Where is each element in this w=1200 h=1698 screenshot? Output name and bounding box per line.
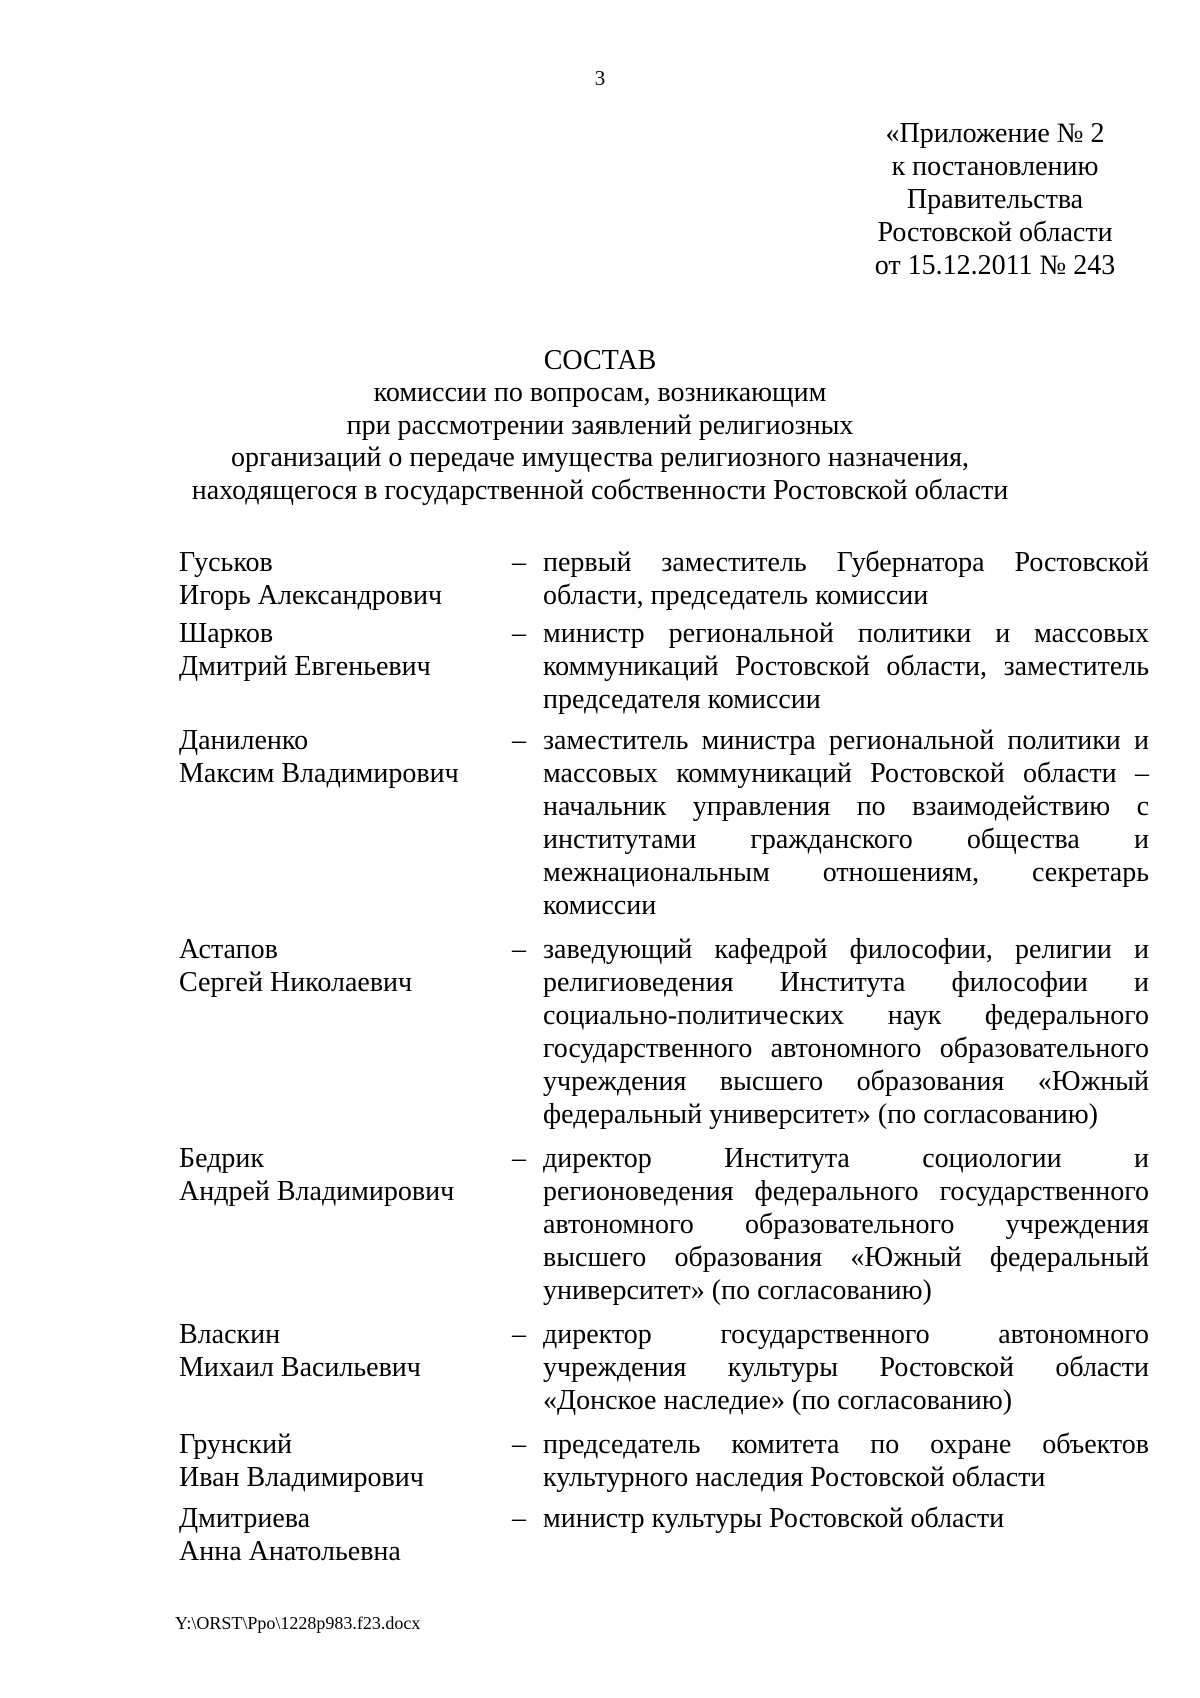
dash-separator: – [512, 725, 526, 756]
member-name [179, 1142, 499, 1208]
dash-separator: – [512, 1143, 526, 1174]
member-entry [179, 1428, 1149, 1494]
member-name [179, 933, 499, 999]
appendix-line: Ростовской области [877, 217, 1113, 248]
dash-separator: – [512, 1429, 526, 1460]
member-list [179, 546, 1149, 1568]
member-entry [179, 1318, 1149, 1417]
subtitle-line: при рассмотрении заявлений религиозных [346, 409, 854, 441]
member-surname: Дмитриева [179, 1503, 311, 1534]
member-given-names: Максим Владимирович [179, 758, 459, 789]
footer-file-path: Y:\ORST\Ppo\1228p983.f23.docx [175, 1613, 421, 1633]
member-name [179, 617, 499, 683]
page-number: 3 [594, 66, 606, 90]
member-role: министр региональной политики и массовых коммуникаций Ростовской области, заместитель председателя комиссии [543, 618, 1149, 715]
document-title: СОСТАВ [543, 345, 657, 376]
member-role: директор Института социологии и регионоведения федерального государственного автономного образовательного учреждения высшего образования «Южный федеральный университет» (по согласованию) [543, 1143, 1149, 1306]
member-role: председатель комитета по охране объектов культурного наследия Ростовской области [543, 1429, 1149, 1493]
member-role: первый заместитель Губернатора Ростовской области, председатель комиссии [543, 547, 1149, 611]
member-surname: Власкин [179, 1319, 281, 1350]
appendix-line: Правительства [906, 184, 1084, 215]
member-role: заведующий кафедрой философии, религии и религиоведения Института философии и социально-политических наук федерального государственного автономного образовательного учреждения высшего образования «Южный федеральный университет» (по согласованию) [543, 934, 1149, 1130]
member-entry [179, 1142, 1149, 1307]
dash-separator: – [512, 934, 526, 965]
dash-separator: – [512, 1503, 526, 1534]
subtitle-line: организаций о передаче имущества религиозного назначения, [231, 442, 969, 473]
member-name [179, 1502, 499, 1568]
member-surname: Шарков [179, 618, 274, 649]
dash-separator: – [512, 1319, 526, 1350]
member-entry [179, 724, 1149, 922]
member-role: заместитель министра региональной политики и массовых коммуникаций Ростовской области – начальник управления по взаимодействию с институтами гражданского общества и межнациональным отношениям, секретарь комиссии [543, 725, 1149, 921]
member-given-names: Сергей Николаевич [179, 967, 413, 998]
member-surname: Даниленко [179, 725, 309, 756]
member-name [179, 546, 499, 612]
member-given-names: Анна Анатольевна [179, 1536, 401, 1567]
appendix-header [840, 117, 1150, 282]
member-role: министр культуры Ростовской области [543, 1503, 1005, 1534]
member-role: директор государственного автономного учреждения культуры Ростовской области «Донское наследие» (по согласованию) [543, 1319, 1149, 1416]
member-given-names: Игорь Александрович [179, 580, 443, 611]
member-entry [179, 1502, 1149, 1568]
member-surname: Грунский [179, 1429, 293, 1460]
member-name [179, 1428, 499, 1494]
member-entry [179, 546, 1149, 612]
member-given-names: Дмитрий Евгеньевич [179, 651, 431, 682]
dash-separator: – [512, 618, 526, 649]
member-entry [179, 617, 1149, 716]
member-entry [179, 933, 1149, 1131]
appendix-line: к постановлению [891, 151, 1099, 182]
appendix-line: от 15.12.2011 № 243 [874, 250, 1116, 281]
member-surname: Гуськов [179, 547, 273, 578]
subtitle-line: комиссии по вопросам, возникающим [373, 377, 827, 408]
subtitle-line: находящегося в государственной собственности Ростовской области [191, 474, 1009, 506]
member-given-names: Андрей Владимирович [179, 1176, 455, 1207]
member-given-names: Михаил Васильевич [179, 1352, 421, 1383]
member-given-names: Иван Владимирович [179, 1462, 424, 1493]
member-name [179, 1318, 499, 1384]
member-surname: Астапов [179, 934, 278, 965]
member-surname: Бедрик [179, 1143, 264, 1174]
member-name [179, 724, 499, 790]
dash-separator: – [512, 547, 526, 578]
document-subtitle [0, 377, 1200, 507]
appendix-line: «Приложение № 2 [885, 118, 1105, 149]
